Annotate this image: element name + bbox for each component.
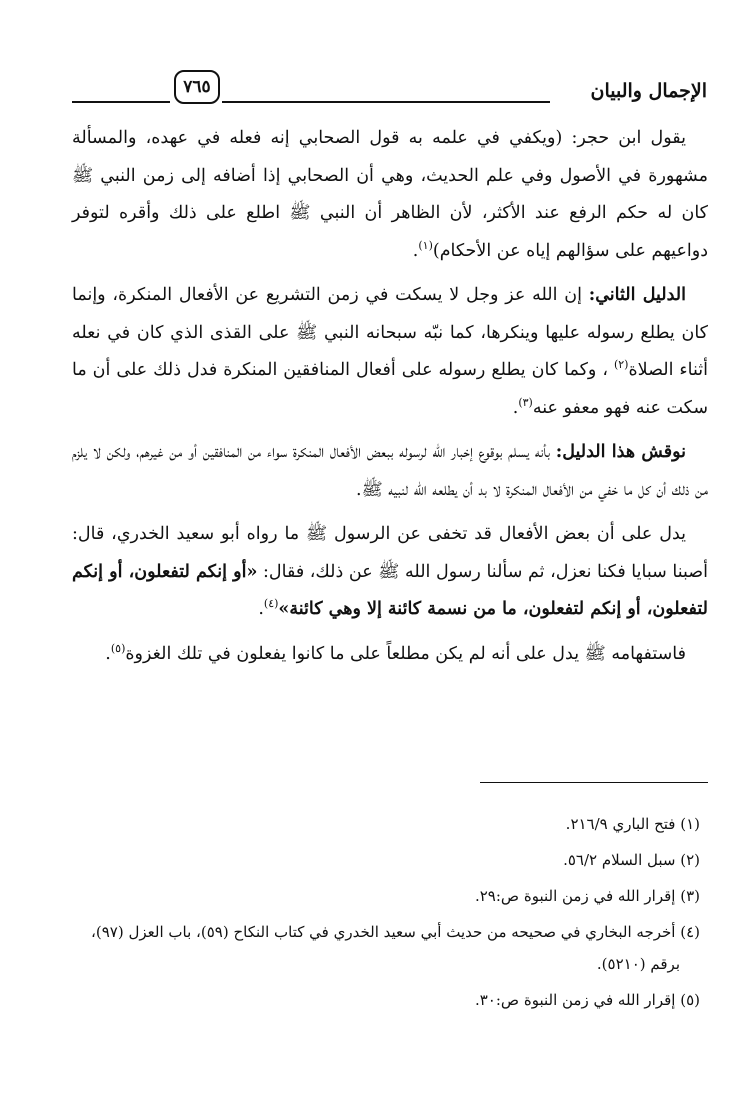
section-lead: نوقش هذا الدليل: — [555, 442, 686, 462]
page-header — [72, 70, 707, 110]
paragraph-text: إن الله عز وجل لا يسكت في زمن التشريع عن الأفعال المنكرة، وإنما كان يطلع رسوله عليها وينكرها، كما نبّه سبحانه النبي ﷺ على القذى الذي كان في نعله أثناء الصلاة — [72, 285, 708, 380]
main-text — [72, 120, 708, 680]
footnote-separator — [480, 782, 708, 783]
footnotes — [72, 808, 708, 1020]
paragraph-text: فاستفهامه ﷺ يدل على أنه لم يكن مطلعاً على ما كانوا يفعلون في تلك الغزوة — [125, 643, 686, 664]
header-rule-left — [72, 101, 170, 103]
header-rule-right — [222, 101, 550, 103]
punctuation: . — [512, 397, 519, 418]
footnote-5: (٥) إقرار الله في زمن النبوة ص:٣٠. — [474, 991, 700, 1009]
punctuation: . — [105, 643, 111, 664]
paragraph-hadith — [72, 516, 708, 629]
footnote-ref-2: (٢) — [613, 358, 629, 372]
section-lead: الدليل الثاني: — [588, 285, 686, 305]
paragraph-second-evidence — [72, 277, 708, 427]
footnote-ref-4: (٤) — [263, 597, 279, 611]
footnote-1: (١) فتح الباري ٢١٦/٩. — [565, 815, 700, 833]
footnote-ref-3: (٣) — [518, 395, 533, 409]
paragraph-text: ، وكما كان يطلع رسوله على أفعال المنافقين المنكرة فدل ذلك على أن ما سكت عنه فهو معفو عنه — [72, 360, 708, 418]
punctuation: . — [412, 240, 419, 261]
footnote-ref-5: (٥) — [110, 641, 126, 655]
paragraph-objection — [72, 434, 708, 509]
running-title: الإجمال والبيان — [590, 80, 707, 102]
footnote-4-continued: برقم (٥٢١٠). — [596, 955, 680, 973]
page-number: ٧٦٥ — [174, 70, 220, 104]
footnote-3: (٣) إقرار الله في زمن النبوة ص:٢٩. — [474, 887, 700, 905]
paragraph-conclusion — [72, 636, 708, 674]
footnote-4: (٤) أخرجه البخاري في صحيحه من حديث أبي سعيد الخدري في كتاب النكاح (٥٩)، باب العزل (٩٧)، — [91, 923, 700, 941]
paragraph-text: يدل على أن بعض الأفعال قد تخفى عن الرسول ﷺ ما رواه أبو سعيد الخدري، قال: أصبنا سبايا فكنا نعزل، ثم سألنا رسول الله ﷺ عن ذلك، فقال: — [72, 524, 708, 582]
footnote-ref-1: (١) — [418, 238, 433, 252]
paragraph-text: بأنه يسلم بوقوع إخبار الله لرسوله ببعض الأفعال المنكرة سواء من المنافقين أو من غيرهم، ولكن لا يلزم من ذلك أن كل ما خفي من الأفعال المنكرة لا بد أن يطلعه الله لنبيه ﷺ. — [72, 442, 708, 500]
footnote-2: (٢) سبل السلام ٥٦/٢. — [563, 851, 700, 869]
paragraph-ibn-hajar-quote — [72, 120, 708, 270]
punctuation: . — [258, 599, 264, 619]
hadith-quote: «أو إنكم لتفعلون، أو إنكم لتفعلون، أو إنكم لتفعلون، ما من نسمة كائنة إلا وهي كائنة» — [72, 561, 708, 619]
paragraph-text: يقول ابن حجر: (ويكفي في علمه به قول الصحابي إنه فعله في عهده، والمسألة مشهورة في الأصول وفي علم الحديث، وهي أن الصحابي إذا أضافه إلى زمن النبي ﷺ كان له حكم الرفع عند الأكثر، لأن الظاهر أن النبي ﷺ اطلع على ذلك وأقره لتوفر دواعيهم على سؤالهم إياه عن الأحكام) — [72, 128, 708, 261]
